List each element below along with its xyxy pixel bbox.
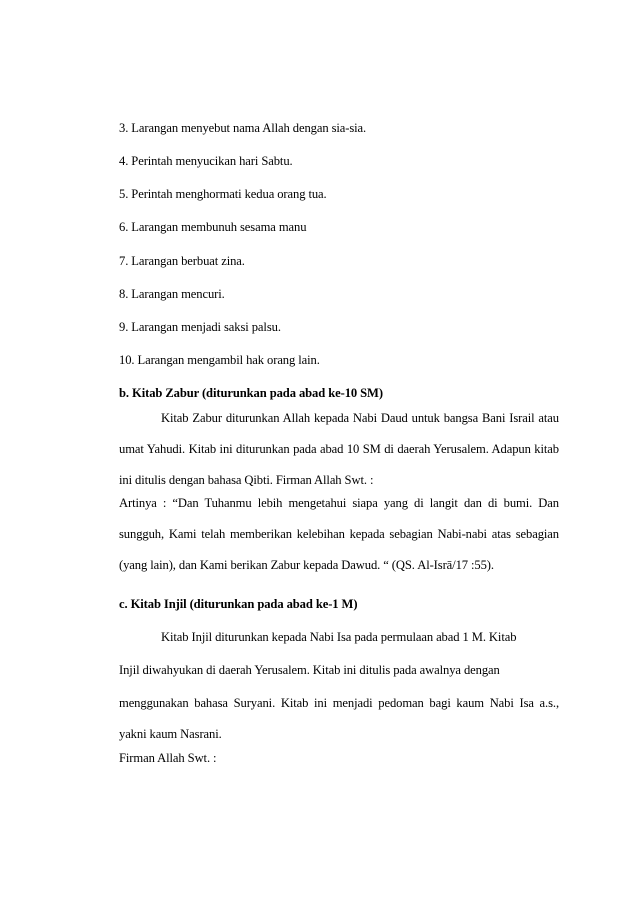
- paragraph-injil-line-2: Injil diwahyukan di daerah Yerusalem. Kitab ini ditulis pada awalnya dengan: [119, 663, 500, 677]
- section-heading-zabur: b. Kitab Zabur (diturunkan pada abad ke-10 SM): [119, 386, 383, 400]
- paragraph-zabur: [119, 403, 559, 496]
- list-item: 9. Larangan menjadi saksi palsu.: [119, 320, 281, 334]
- list-item: 5. Perintah menghormati kedua orang tua.: [119, 187, 327, 201]
- list-item: 8. Larangan mencuri.: [119, 287, 225, 301]
- paragraph-injil-line-1: Kitab Injil diturunkan kepada Nabi Isa pada permulaan abad 1 M. Kitab: [161, 630, 517, 644]
- firman-label: Firman Allah Swt. :: [119, 751, 217, 765]
- paragraph-zabur-text: Kitab Zabur diturunkan Allah kepada Nabi Daud untuk bangsa Bani Israil atau umat Yahudi. Kitab ini diturunkan pada abad 10 SM di daerah Yerusalem. Adapun kitab ini ditulis dengan bahasa Qibti. Firman Allah Swt. :: [119, 411, 559, 487]
- list-item: 7. Larangan berbuat zina.: [119, 254, 245, 268]
- paragraph-injil-line-3: menggunakan bahasa Suryani. Kitab ini menjadi pedoman bagi kaum Nabi Isa a.s., yakni kaum Nasrani.: [119, 696, 559, 741]
- list-item: 3. Larangan menyebut nama Allah dengan sia-sia.: [119, 121, 367, 135]
- list-item: 6. Larangan membunuh sesama manu: [119, 220, 307, 234]
- section-heading-injil: c. Kitab Injil (diturunkan pada abad ke-1 M): [119, 597, 358, 611]
- list-item: 4. Perintah menyucikan hari Sabtu.: [119, 154, 293, 168]
- list-item: 10. Larangan mengambil hak orang lain.: [119, 353, 320, 367]
- paragraph-translation: Artinya : “Dan Tuhanmu lebih mengetahui siapa yang di langit dan di bumi. Dan sungguh, Kami telah memberikan kelebihan kepada sebagian Nabi-nabi atas sebagian (yang lain), dan Kami berikan Zabur kepada Dawud. “ (QS. Al-Isrā/17 :55).: [119, 496, 559, 572]
